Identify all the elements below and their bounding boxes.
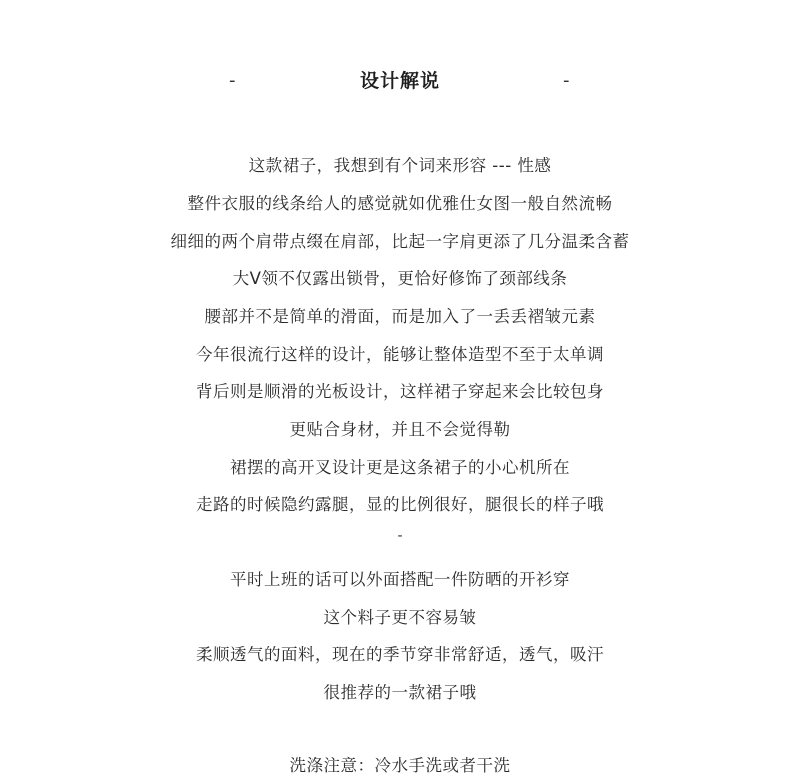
description-line: 细细的两个肩带点缀在肩部，比起一字肩更添了几分温柔含蓄 — [170, 232, 630, 251]
description-line: 这款裙子，我想到有个词来形容 --- 性感 — [248, 156, 552, 175]
description-line: 走路的时候隐约露腿，显的比例很好，腿很长的样子哦 — [196, 495, 604, 514]
suggestion-line: 平时上班的话可以外面搭配一件防晒的开衫穿 — [230, 570, 570, 589]
care-note: 洗涤注意：冷水手洗或者干洗 — [289, 756, 511, 775]
suggestion-line: 柔顺透气的面料，现在的季节穿非常舒适，透气，吸汗 — [196, 645, 604, 664]
description-line: 今年很流行这样的设计，能够让整体造型不至于太单调 — [196, 345, 604, 364]
description-line: 大V领不仅露出锁骨，更恰好修饰了颈部线条 — [232, 269, 568, 288]
description-line: 腰部并不是简单的滑面，而是加入了一丢丢褶皱元素 — [204, 307, 596, 326]
header-dash-left: - — [229, 70, 236, 91]
section-header — [0, 66, 800, 106]
description-line: 背后则是顺滑的光板设计，这样裙子穿起来会比较包身 — [196, 382, 604, 401]
description-line: 整件衣服的线条给人的感觉就如优雅仕女图一般自然流畅 — [187, 194, 613, 213]
description-line: 更贴合身材，并且不会觉得勒 — [289, 420, 511, 439]
description-line: 裙摆的高开叉设计更是这条裙子的小心机所在 — [230, 458, 570, 477]
suggestion-line: 这个料子更不容易皱 — [323, 608, 477, 627]
suggestion-line: 很推荐的一款裙子哦 — [323, 683, 477, 702]
section-separator: - — [397, 528, 403, 544]
header-dash-right: - — [563, 70, 570, 91]
section-title: 设计解说 — [359, 70, 440, 92]
